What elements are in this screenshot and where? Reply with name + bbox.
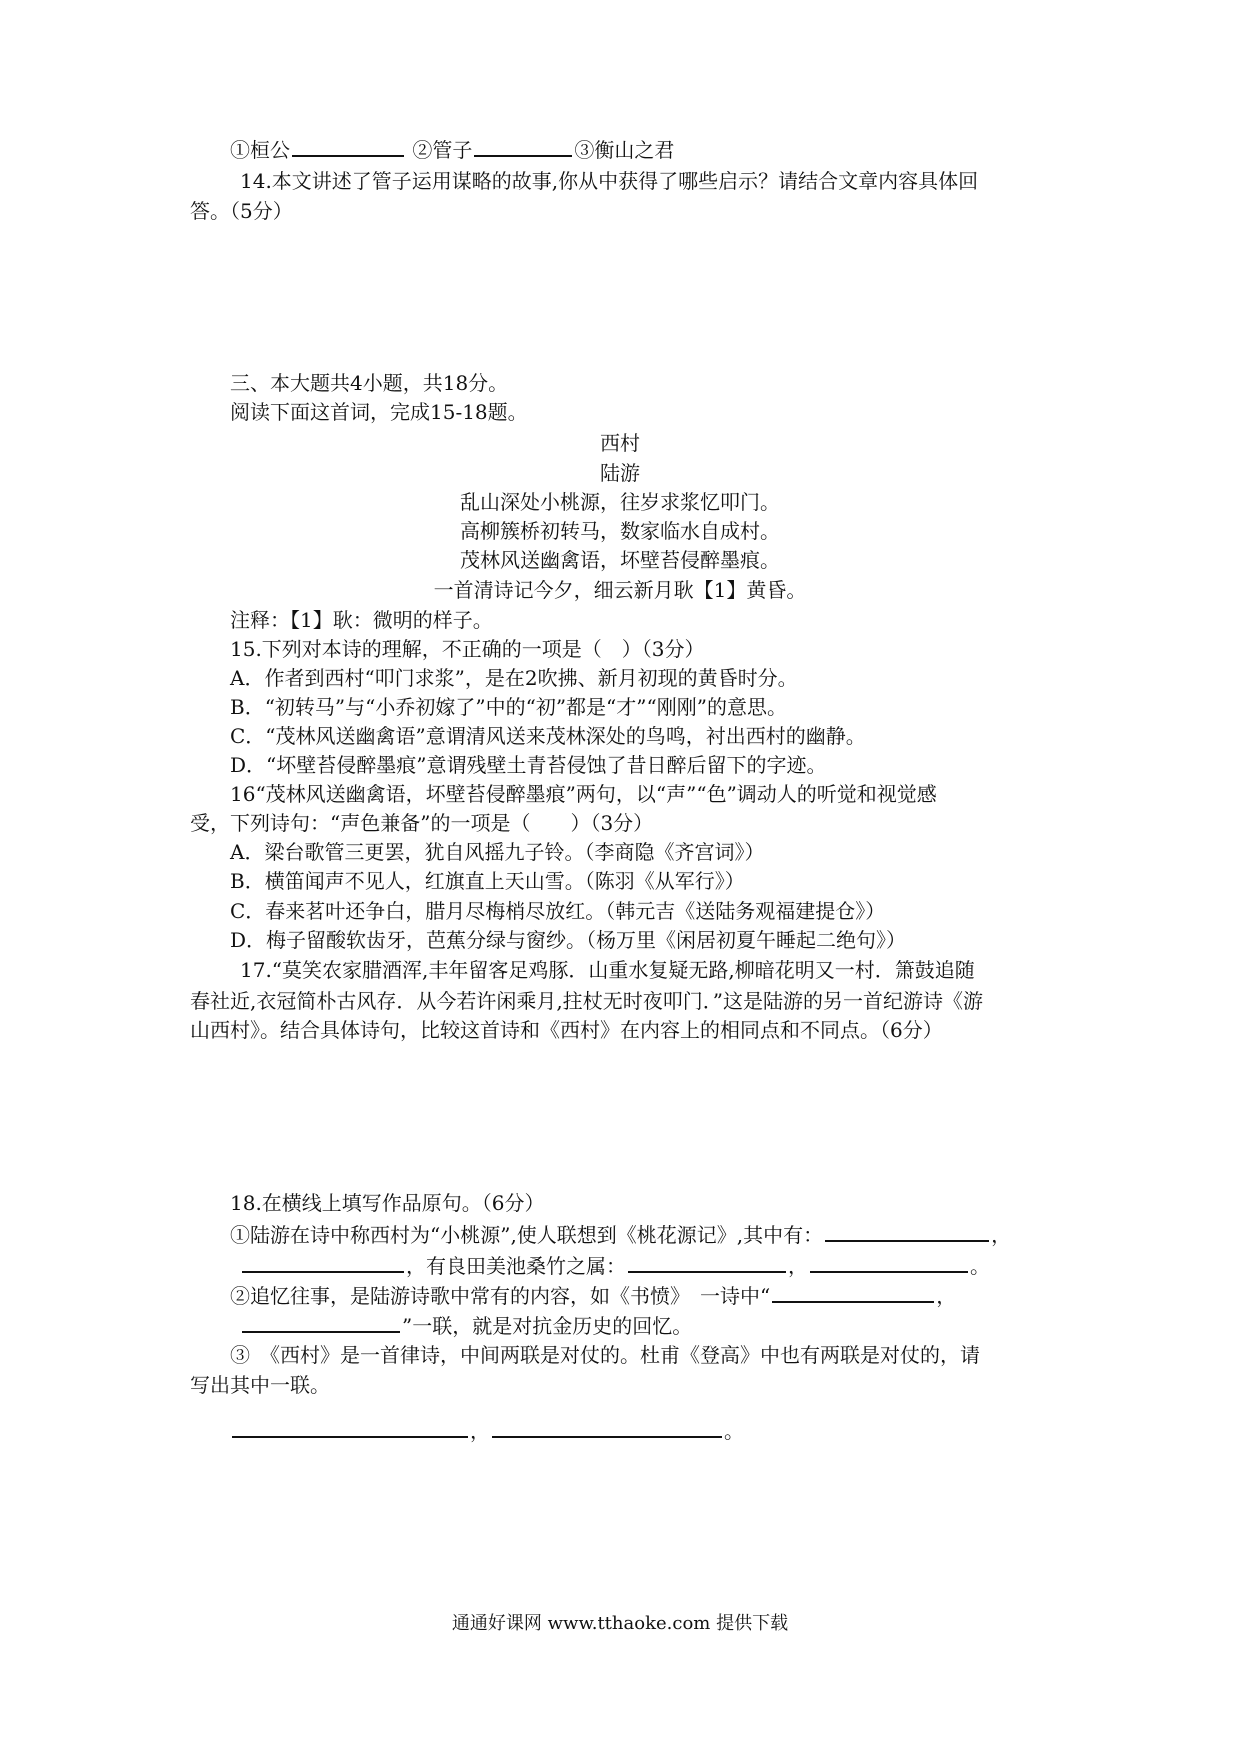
section-3-instruction: 阅读下面这首词，完成15-18题。: [230, 400, 528, 424]
poem-title: 西村: [600, 431, 640, 455]
poem-line-3: 茂林风送幽禽语，坏壁苔侵醉墨痕。: [460, 548, 780, 572]
q18-part-3b: 写出其中一联。: [190, 1373, 330, 1397]
q15-option-b[interactable]: B．“初转马”与“小乔初嫁了”中的“初”都是“才”“刚刚”的意思。: [230, 695, 787, 719]
q15-option-d[interactable]: D．“坏壁苔侵醉墨痕”意谓残壁土青苔侵蚀了昔日醉后留下的字迹。: [230, 753, 827, 777]
poem-author: 陆游: [600, 461, 640, 485]
q18-stem: 18.在横线上填写作品原句。（6分）: [230, 1191, 545, 1215]
q18-part-1a: [230, 1220, 1100, 1250]
q15-option-c[interactable]: C．“茂林风送幽禽语”意谓清风送来茂林深处的鸟鸣，衬出西村的幽静。: [230, 724, 866, 748]
term-huangong: ①桓公: [230, 138, 290, 162]
q16-line-2: 受，下列诗句：“声色兼备”的一项是（ ）（3分）: [190, 811, 654, 835]
q14-line-2: 答。（5分）: [190, 199, 293, 223]
q13-terms: [230, 135, 1100, 165]
answer-blank-6[interactable]: [242, 1311, 400, 1333]
term-hengshan: ③衡山之君: [574, 138, 675, 162]
q17-line-3: 山西村》。结合具体诗句，比较这首诗和《西村》在内容上的相同点和不同点。（6分）: [190, 1018, 943, 1042]
answer-blank-2[interactable]: [242, 1251, 404, 1273]
q18-part-1b: [240, 1251, 1110, 1281]
q16-line-1: 16“茂林风送幽禽语，坏壁苔侵醉墨痕”两句，以“声”“色”调动人的听觉和视觉感: [230, 782, 937, 806]
blank-2[interactable]: [474, 135, 572, 157]
answer-blank-5[interactable]: [772, 1281, 934, 1303]
term-guanzi: ②管子: [412, 138, 473, 162]
footer-credit: 通通好课网 www.tthaoke.com 提供下载: [451, 1613, 789, 1634]
q18-part-2a-text: ②追忆往事，是陆游诗歌中常有的内容，如《书愤》 一诗中“: [230, 1284, 771, 1308]
q18-period: 。: [724, 1419, 744, 1443]
answer-blank-3[interactable]: [628, 1251, 786, 1273]
q18-part-3a: ③ 《西村》是一首律诗，中间两联是对仗的。杜甫《登高》中也有两联是对仗的，请: [230, 1343, 980, 1367]
answer-blank-7[interactable]: [232, 1416, 468, 1438]
q18-comma: ，: [470, 1419, 490, 1443]
blank-1[interactable]: [292, 135, 404, 157]
poem-line-4: 一首清诗记今夕，细云新月耿【1】黄昏。: [433, 578, 807, 602]
q16-option-c[interactable]: C．春来茗叶还争白，腊月尽梅梢尽放红。（韩元吉《送陆务观福建提仓》）: [230, 899, 886, 923]
poem-line-2: 高柳簇桥初转马，数家临水自成村。: [460, 519, 780, 543]
answer-blank-8[interactable]: [492, 1416, 722, 1438]
q18-part-2b: [240, 1311, 1110, 1341]
q16-option-a[interactable]: A．梁台歌管三更罢，犹自风摇九子铃。（李商隐《齐宫词》）: [230, 840, 765, 864]
q18-part-3-answer: [230, 1416, 1100, 1446]
q18-comma: ，: [788, 1254, 808, 1278]
q18-comma: ，: [936, 1284, 957, 1308]
q15-option-a[interactable]: A．作者到西村“叩门求浆”，是在2吹拂、新月初现的黄昏时分。: [230, 666, 798, 690]
q18-part-1a-text: ①陆游在诗中称西村为“小桃源”,使人联想到《桃花源记》,其中有：: [230, 1223, 824, 1247]
q18-comma: ，: [991, 1223, 1012, 1247]
q18-part-2a: [230, 1281, 1100, 1311]
q16-option-b[interactable]: B．横笛闻声不见人，红旗直上天山雪。（陈羽《从军行》）: [230, 869, 745, 893]
section-3-heading: 三、本大题共4小题，共18分。: [230, 371, 509, 395]
q18-part-2b-text: ”一联，就是对抗金历史的回忆。: [402, 1314, 693, 1338]
answer-blank-1[interactable]: [825, 1220, 989, 1242]
poem-line-1: 乱山深处小桃源，往岁求浆忆叩门。: [460, 490, 780, 514]
q16-option-d[interactable]: D．梅子留酸软齿牙，芭蕉分绿与窗纱。（杨万里《闲居初夏午睡起二绝句》）: [230, 928, 907, 952]
q18-period: 。: [970, 1254, 990, 1278]
q15-stem: 15.下列对本诗的理解，不正确的一项是（ ）（3分）: [230, 637, 705, 661]
q17-line-1: 17.“莫笑农家腊酒浑,丰年留客足鸡豚．山重水复疑无路,柳暗花明又一村．箫鼓追随: [240, 958, 975, 982]
q17-line-2: 春社近,衣冠简朴古风存．从今若许闲乘月,拄杖无时夜叩门．”这是陆游的另一首纪游诗《游: [190, 989, 983, 1013]
q18-part-1b-text: ，有良田美池桑竹之属：: [406, 1254, 626, 1278]
q14-line-1: 14.本文讲述了管子运用谋略的故事,你从中获得了哪些启示？请结合文章内容具体回: [240, 169, 979, 193]
answer-blank-4[interactable]: [810, 1251, 968, 1273]
poem-note: 注释：【1】耿：微明的样子。: [230, 608, 493, 632]
